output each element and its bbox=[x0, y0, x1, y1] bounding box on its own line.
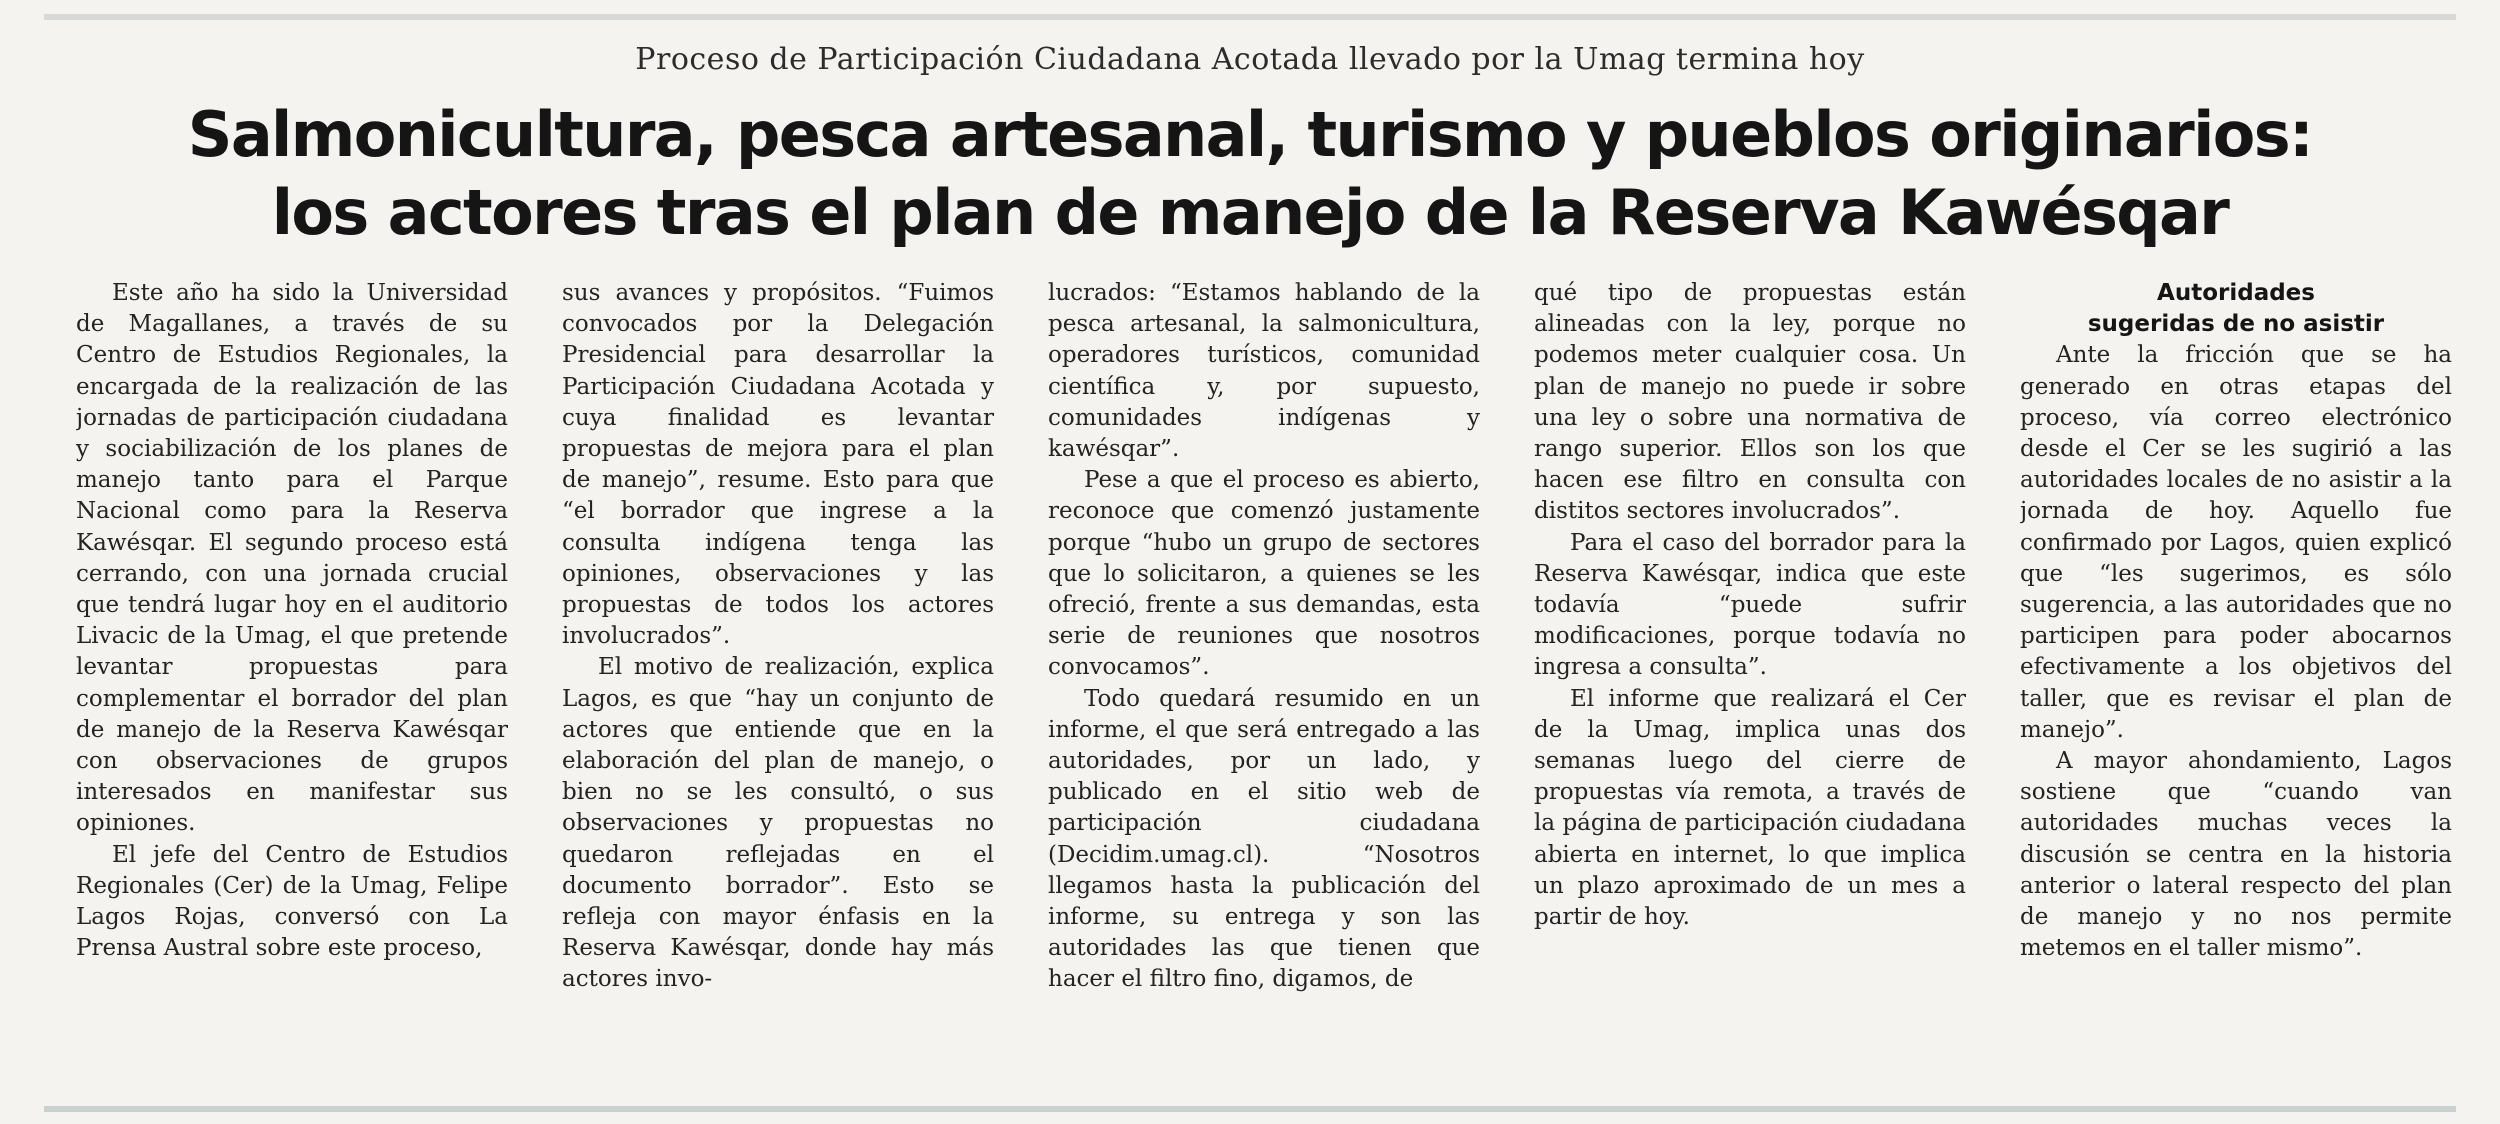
paragraph: A mayor ahondamiento, Lagos sostiene que “cuando van autoridades muchas veces la discusión se centra en la historia anterior o lateral respecto del plan de manejo y no nos permite metemos en el taller mismo”. bbox=[2020, 748, 2452, 962]
paragraph: El jefe del Centro de Estudios Regionales (Cer) de la Umag, Felipe Lagos Rojas, conversó con La Prensa Austral sobre este proceso, bbox=[76, 841, 508, 962]
paragraph: Ante la fricción que se ha generado en otras etapas del proceso, vía correo electrónico desde el Cer se les sugirió a las autoridades locales de no asistir a la jornada de hoy. Aquello fue confirmado por Lagos, quien explicó que “les sugerimos, es sólo sugerencia, a las autoridades que no participen para poder abocarnos efectivamente a los objetivos del taller, que es revisar el plan de manejo”. bbox=[2020, 342, 2452, 743]
paragraph: Este año ha sido la Universidad de Magallanes, a través de su Centro de Estudios Regionales, la encargada de la realización de las jornadas de participación ciudadana y sociabilización de los planes de manejo tanto para el Parque Nacional como para la Reserva Kawésqar. El segundo proceso está cerrando, con una jornada crucial que tendrá lugar hoy en el auditorio Livacic de la Umag, el que pretende levantar propuestas para complementar el borrador del plan de manejo de la Reserva Kawésqar con observaciones de grupos interesados en manifestar sus opiniones. bbox=[76, 280, 508, 837]
headline-line-2: los actores tras el plan de manejo de la Reserva Kawésqar bbox=[271, 176, 2229, 249]
column-3 bbox=[1048, 278, 1480, 1098]
subhead-line-1: Autoridades bbox=[2157, 280, 2315, 306]
paragraph: Pese a que el proceso es abierto, reconoce que comenzó justamente porque “hubo un grupo de sectores que lo solicitaron, a quienes se les ofreció, frente a sus demandas, esta serie de reuniones que nosotros convocamos”. bbox=[1048, 467, 1480, 681]
paragraph: El motivo de realización, explica Lagos, es que “hay un conjunto de actores que entiende que en la elaboración del plan de manejo, o bien no se les consultó, o sus observaciones y propuestas no quedaron reflejadas en el documento borrador”. Esto se refleja con mayor énfasis en la Reserva Kawésqar, donde hay más actores invo- bbox=[562, 654, 994, 993]
subhead-line-2: sugeridas de no asistir bbox=[2087, 311, 2385, 338]
top-rule bbox=[44, 14, 2456, 20]
paragraph: Todo quedará resumido en un informe, el que será entregado a las autoridades, por un lado, y publicado en el sitio web de participación ciudadana (Decidim.umag.cl). “Nosotros llegamos hasta la publicación del informe, su entrega y son las autoridades las que tienen que hacer el filtro fino, digamos, de bbox=[1048, 685, 1480, 993]
paragraph: Para el caso del borrador para la Reserva Kawésqar, indica que este todavía “puede sufrir modificaciones, porque todavía no ingresa a consulta”. bbox=[1534, 529, 1966, 681]
bottom-rule bbox=[44, 1106, 2456, 1112]
column-2 bbox=[562, 278, 994, 1098]
column-4 bbox=[1534, 278, 1966, 1098]
paragraph: qué tipo de propuestas están alineadas con la ley, porque no podemos meter cualquier cosa. Un plan de manejo no puede ir sobre una ley o sobre una normativa de rango superior. Ellos son los que hacen ese filtro en consulta con distitos sectores involucrados”. bbox=[1534, 280, 1966, 525]
column-1 bbox=[76, 278, 508, 1098]
headline-line-1: Salmonicultura, pesca artesanal, turismo y pueblos originarios: bbox=[187, 98, 2313, 171]
section-subhead bbox=[2020, 278, 2452, 340]
article-body bbox=[76, 278, 2452, 1098]
paragraph: sus avances y propósitos. “Fuimos convocados por la Delegación Presidencial para desarrollar la Participación Ciudadana Acotada y cuya finalidad es levantar propuestas de mejora para el plan de manejo”, resume. Esto para que “el borrador que ingrese a la consulta indígena tenga las opiniones, observaciones y las propuestas de todos los actores involucrados”. bbox=[562, 280, 994, 650]
paragraph: lucrados: “Estamos hablando de la pesca artesanal, la salmonicultura, operadores turísticos, comunidad científica y, por supuesto, comunidades indígenas y kawésqar”. bbox=[1048, 280, 1480, 463]
column-5 bbox=[2020, 278, 2452, 1098]
paragraph: El informe que realizará el Cer de la Umag, implica unas dos semanas luego del cierre de propuestas vía remota, a través de la página de participación ciudadana abierta en internet, lo que implica un plazo aproximado de un mes a partir de hoy. bbox=[1534, 685, 1966, 931]
article-headline bbox=[120, 96, 2380, 252]
article-kicker: Proceso de Participación Ciudadana Acotada llevado por la Umag termina hoy bbox=[635, 42, 1865, 77]
